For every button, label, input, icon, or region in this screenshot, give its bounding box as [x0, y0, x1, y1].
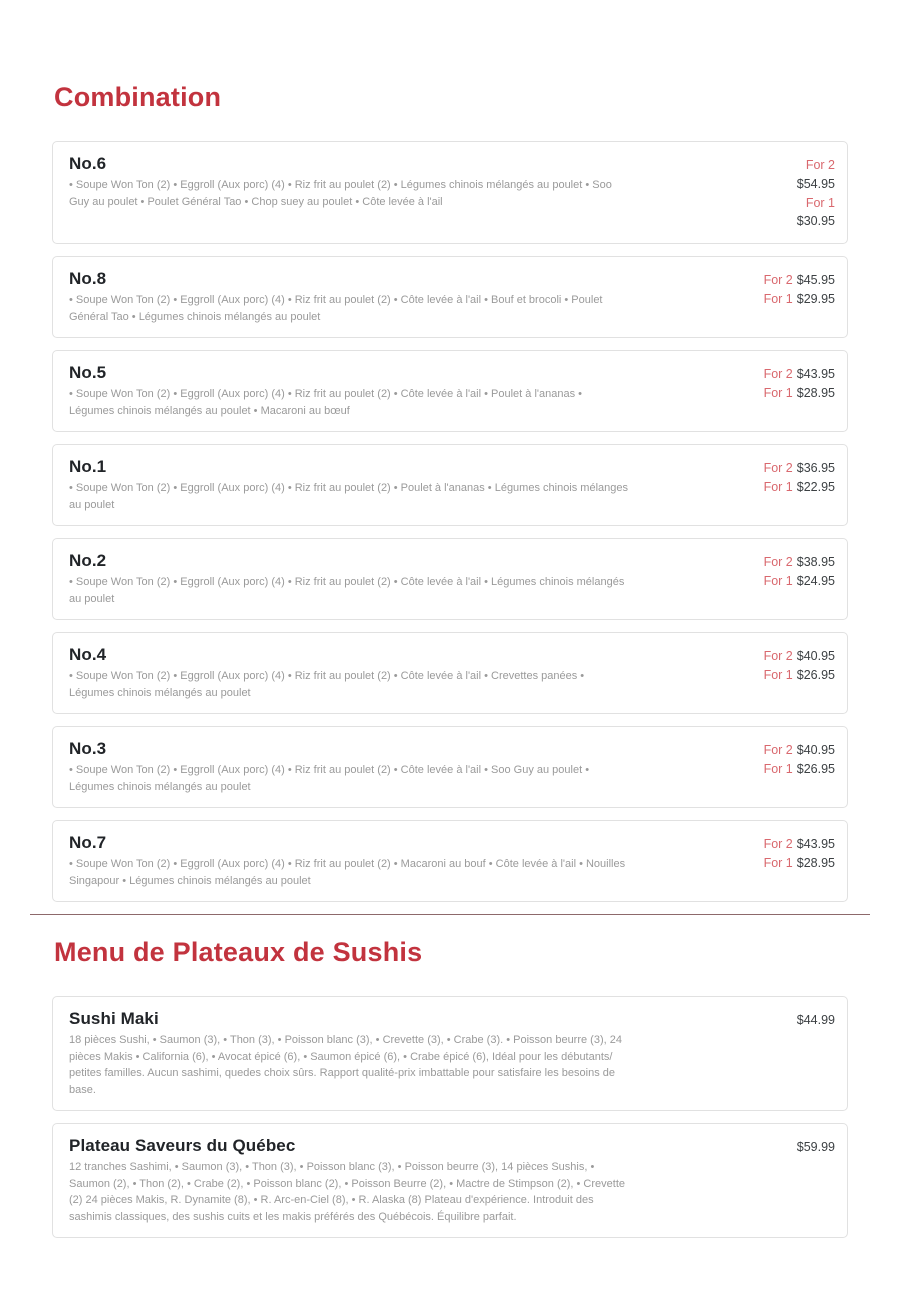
menu-item-card[interactable]: [52, 141, 848, 244]
menu-item-name: No.4: [69, 645, 107, 665]
price-line: [764, 760, 835, 779]
section-divider: [30, 914, 870, 915]
menu-item-description: • Soupe Won Ton (2) • Eggroll (Aux porc) (4) • Riz frit au poulet (2) • Côte levée à l'ail • Crevettes panées • Légumes chinois mélangés au poulet: [69, 670, 585, 699]
price-serving-label: For 1: [763, 291, 793, 306]
price-amount: $38.95: [796, 555, 835, 570]
price-amount: $24.95: [796, 573, 835, 588]
price-line: [764, 741, 835, 760]
price-serving-label: For 1: [805, 195, 835, 210]
menu-item-description: • Soupe Won Ton (2) • Eggroll (Aux porc) (4) • Riz frit au poulet (2) • Côte levée à l'ail • Bouf et brocoli • Poulet Général Tao • Légumes chinois mélangés au poulet: [69, 294, 603, 323]
menu-item-card[interactable]: [52, 444, 848, 526]
price-amount: $40.95: [796, 743, 835, 758]
section-combination: [52, 82, 848, 902]
price-amount: $45.95: [796, 273, 835, 288]
price-amount: $28.95: [796, 855, 835, 870]
menu-item-card[interactable]: [52, 1123, 848, 1238]
price-serving-label: For 1: [763, 385, 793, 400]
menu-item-description: • Soupe Won Ton (2) • Eggroll (Aux porc) (4) • Riz frit au poulet (2) • Poulet à l'ananas • Légumes chinois mélanges au poulet: [69, 482, 629, 511]
price-serving-label: For 2: [805, 158, 835, 173]
price-amount: $26.95: [796, 761, 835, 776]
combination-heading: Combination: [54, 82, 222, 112]
menu-item-main: [69, 739, 629, 795]
menu-item-main: [69, 833, 629, 889]
price-serving-label: For 2: [763, 649, 793, 664]
price-amount: $40.95: [796, 649, 835, 664]
menu-item-name: No.1: [69, 457, 107, 477]
price-serving-label: For 1: [763, 573, 793, 588]
price-line: [764, 459, 835, 478]
menu-item-main: [69, 154, 629, 210]
menu-item-name: No.3: [69, 739, 107, 759]
price-amount: $54.95: [796, 176, 835, 191]
price-line: [764, 572, 835, 591]
menu-item-description: 12 tranches Sashimi, • Saumon (3), • Thon (3), • Poisson blanc (3), • Poisson beurre (3), 14 pièces Sushis, • Saumon (2), • Thon (2), • Crabe (2), • Poisson blanc (2), • Poisson Beurre (2), • Mactre de Stimpson (2), • Crevette (2) 24 pièces Makis, R. Dynamite (8), • R. Arc-en-Ciel (8), • R. Alaska (8) Plateau d'expérience. Introduit des sashimis classiques, des sushis cuits et les makis préférés des Québécois. Équilibre parfait.: [69, 1161, 626, 1223]
menu-item-prices: [764, 645, 835, 685]
price-serving-label: For 2: [763, 743, 793, 758]
price-line: [797, 1011, 835, 1030]
menu-item-main: [69, 269, 629, 325]
menu-item-prices: [764, 269, 835, 309]
price-amount: $29.95: [796, 291, 835, 306]
combination-card-list: [52, 141, 848, 902]
menu-item-name: Sushi Maki: [69, 1009, 159, 1029]
menu-item-description: • Soupe Won Ton (2) • Eggroll (Aux porc) (4) • Riz frit au poulet (2) • Légumes chinois mélangés au poulet • Soo Guy au poulet • Poulet Général Tao • Chop suey au poulet • Côte levée à l'ail: [69, 179, 612, 208]
price-serving-label: For 1: [763, 667, 793, 682]
price-amount: $43.95: [796, 837, 835, 852]
price-amount: $43.95: [796, 367, 835, 382]
sushi-card-list: [52, 996, 848, 1238]
menu-item-card[interactable]: [52, 820, 848, 902]
price-line: [764, 666, 835, 685]
price-line: [797, 1138, 835, 1157]
price-amount: $28.95: [796, 385, 835, 400]
menu-item-description: • Soupe Won Ton (2) • Eggroll (Aux porc) (4) • Riz frit au poulet (2) • Côte levée à l'ail • Poulet à l'ananas • Légumes chinois mélangés au poulet • Macaroni au bœuf: [69, 388, 582, 417]
price-line: [764, 384, 835, 403]
menu-item-prices: [764, 457, 835, 497]
menu-item-prices: [797, 1009, 835, 1030]
price-line: [764, 271, 835, 290]
menu-item-name: No.6: [69, 154, 107, 174]
price-serving-label: For 2: [763, 837, 793, 852]
menu-item-description: • Soupe Won Ton (2) • Eggroll (Aux porc) (4) • Riz frit au poulet (2) • Côte levée à l'ail • Légumes chinois mélangés au poulet: [69, 576, 625, 605]
menu-item-main: [69, 1136, 629, 1225]
menu-item-prices: [797, 154, 835, 231]
menu-item-prices: [764, 739, 835, 779]
price-amount: $44.99: [796, 1013, 835, 1028]
menu-item-card[interactable]: [52, 256, 848, 338]
menu-item-main: [69, 645, 629, 701]
menu-item-main: [69, 363, 629, 419]
menu-item-main: [69, 457, 629, 513]
price-line: [764, 835, 835, 854]
menu-item-name: No.2: [69, 551, 107, 571]
menu-item-prices: [764, 833, 835, 873]
menu-item-card[interactable]: [52, 632, 848, 714]
price-line: [764, 290, 835, 309]
price-serving-label: For 2: [763, 273, 793, 288]
price-amount: $59.99: [796, 1140, 835, 1155]
price-serving-label: For 1: [763, 479, 793, 494]
price-line: [764, 647, 835, 666]
menu-item-description: • Soupe Won Ton (2) • Eggroll (Aux porc) (4) • Riz frit au poulet (2) • Côte levée à l'ail • Soo Guy au poulet • Légumes chinois mélangés au poulet: [69, 764, 590, 793]
menu-item-name: No.8: [69, 269, 107, 289]
price-amount: $26.95: [796, 667, 835, 682]
menu-item-prices: [797, 1136, 835, 1157]
menu-item-name: No.5: [69, 363, 107, 383]
price-serving-label: For 1: [763, 855, 793, 870]
price-line: [764, 854, 835, 873]
menu-item-card[interactable]: [52, 726, 848, 808]
price-line: [764, 478, 835, 497]
menu-item-main: [69, 551, 629, 607]
menu-item-card[interactable]: [52, 350, 848, 432]
menu-item-card[interactable]: [52, 538, 848, 620]
price-serving-label: For 2: [763, 555, 793, 570]
menu-item-prices: [764, 363, 835, 403]
menu-item-main: [69, 1009, 629, 1098]
price-amount: $30.95: [796, 214, 835, 229]
menu-item-card[interactable]: [52, 996, 848, 1111]
price-serving-label: For 2: [763, 367, 793, 382]
price-amount: $36.95: [796, 461, 835, 476]
menu-item-prices: [764, 551, 835, 591]
section-sushi-platters: [52, 937, 848, 1238]
price-serving-label: For 1: [763, 761, 793, 776]
price-line: [764, 365, 835, 384]
menu-item-name: Plateau Saveurs du Québec: [69, 1136, 296, 1156]
menu-item-name: No.7: [69, 833, 107, 853]
menu-item-description: • Soupe Won Ton (2) • Eggroll (Aux porc) (4) • Riz frit au poulet (2) • Macaroni au bouf • Côte levée à l'ail • Nouilles Singapour • Légumes chinois mélangés au poulet: [69, 858, 626, 887]
sushi-platters-heading: Menu de Plateaux de Sushis: [54, 937, 423, 968]
price-line: [764, 553, 835, 572]
price-amount: $22.95: [796, 479, 835, 494]
price-serving-label: For 2: [763, 461, 793, 476]
menu-item-description: 18 pièces Sushi, • Saumon (3), • Thon (3), • Poisson blanc (3), • Crevette (3), • Crabe (3). • Poisson beurre (3), 24 pièces Makis • California (6), • Avocat épicé (6), • Saumon épicé (6), • Crabe épicé (6), Idéal pour les débutants/ petites familles. Aucun sashimi, quedes choix sûrs. Rapport qualité-prix imbattable pour satisfaire les besoins de base.: [69, 1034, 622, 1096]
